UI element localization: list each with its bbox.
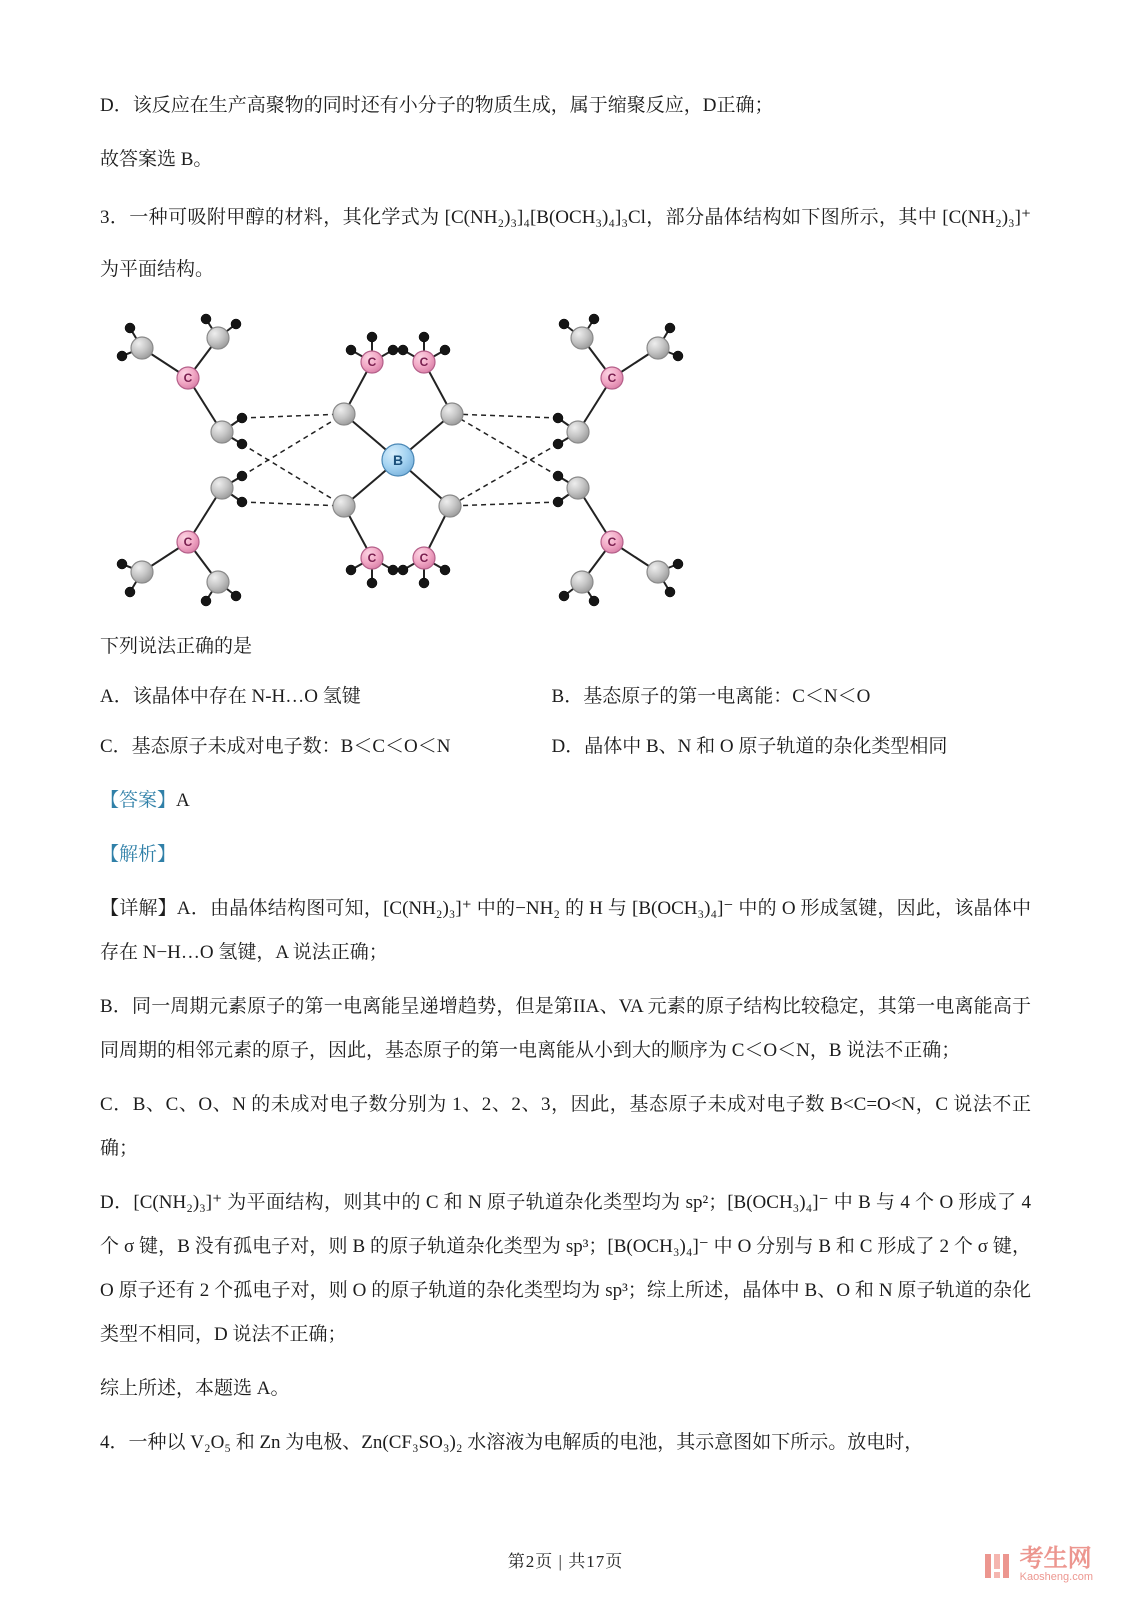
- kaosheng-watermark: [983, 1547, 1093, 1584]
- hydrogen-atom: [117, 351, 127, 361]
- hydrogen-atom: [553, 439, 563, 449]
- question-3-intro: 3．一种可吸附甲醇的材料，其化学式为 [C(NH₂)₃]₄[B(OCH₃)₄]₃Cl，部分晶体结构如下图所示，其中 [C(NH₂)₃]⁺ 为平面结构。: [100, 207, 1031, 280]
- gray-atom: [567, 421, 589, 443]
- hydrogen-atom: [237, 413, 247, 423]
- hydrogen-atom: [589, 314, 599, 324]
- hydrogen-atom: [553, 497, 563, 507]
- hydrogen-atom: [440, 565, 450, 575]
- hydrogen-atom: [398, 345, 408, 355]
- hydrogen-atom: [419, 332, 429, 342]
- gray-atom: [571, 571, 593, 593]
- gray-atom: [647, 337, 669, 359]
- hydrogen-atom: [367, 578, 377, 588]
- hydrogen-atom: [125, 587, 135, 597]
- kaosheng-watermark-en: Kaosheng.com: [1019, 1571, 1093, 1583]
- gray-atom: [211, 421, 233, 443]
- detail-paragraph-d: D．[C(NH₂)₃]⁺ 为平面结构，则其中的 C 和 N 原子轨道杂化类型均为 sp²；[B(OCH₃)₄]⁻ 中 B 与 4 个 O 形成了 4 个 σ 键，B 没有孤电子对，则 B 的原子轨道杂化类型为 sp³；[B(OCH₃)₄]⁻ 中 O 分别与 B 和 C 形成了 2 个 σ 键，O 原子还有 2 个孤电子对，则 O 的原子轨道的杂化类型均为 sp³；综上所述，晶体中 B、O 和 N 原子轨道的杂化类型不相同，D 说法不正确；: [100, 1192, 1031, 1345]
- gray-atom: [207, 327, 229, 349]
- hydrogen-atom: [237, 497, 247, 507]
- hydrogen-atom: [553, 471, 563, 481]
- conclusion-line: 综上所述，本题选 A。: [100, 1378, 290, 1399]
- gray-atom: [131, 561, 153, 583]
- answer-label: 【答案】: [100, 790, 177, 811]
- crystal-structure-diagram: [100, 310, 700, 615]
- options-row-cd: [100, 725, 1031, 769]
- crystal-structure-svg: [100, 310, 700, 610]
- hydrogen-atom: [589, 596, 599, 606]
- hydrogen-atom: [117, 559, 127, 569]
- atom-label: C: [607, 371, 617, 385]
- gray-atom: [647, 561, 669, 583]
- prev-question-answer: 故答案选 B。: [100, 149, 213, 170]
- hydrogen-atom: [237, 439, 247, 449]
- gray-atom: [567, 477, 589, 499]
- hydrogen-atom: [388, 345, 398, 355]
- atom-label: B: [392, 452, 404, 468]
- gray-atom: [441, 403, 463, 425]
- hydrogen-atom: [673, 559, 683, 569]
- hydrogen-atom: [559, 319, 569, 329]
- hydrogen-atom: [201, 314, 211, 324]
- hydrogen-atom: [125, 323, 135, 333]
- gray-atom: [207, 571, 229, 593]
- hydrogen-atom: [398, 565, 408, 575]
- gray-atom: [571, 327, 593, 349]
- options-row-ab: [100, 675, 1031, 719]
- hydrogen-atom: [673, 351, 683, 361]
- hydrogen-atom: [346, 345, 356, 355]
- option-c: C．基态原子未成对电子数：B＜C＜O＜N: [100, 736, 451, 757]
- hydrogen-atom: [553, 413, 563, 423]
- page-footer: 第2页 | 共17页: [507, 1552, 624, 1571]
- gray-atom: [439, 495, 461, 517]
- atom-label: C: [183, 371, 193, 385]
- detail-label: 【详解】: [100, 898, 177, 919]
- hydrogen-atom: [440, 345, 450, 355]
- atom-label: C: [607, 535, 617, 549]
- gray-atom: [211, 477, 233, 499]
- detail-paragraph-a: [100, 887, 1031, 975]
- option-b: B．基态原子的第一电离能：C＜N＜O: [551, 686, 871, 707]
- detail-paragraph-b: B．同一周期元素原子的第一电离能呈递增趋势，但是第IIA、VA 元素的原子结构比较稳定，其第一电离能高于同周期的相邻元素的原子，因此，基态原子的第一电离能从小到大的顺序为 C＜O＜N，B 说法不正确；: [100, 996, 1031, 1061]
- answer-value: A: [176, 790, 190, 811]
- hydrogen-atom: [419, 578, 429, 588]
- hydrogen-atom: [231, 591, 241, 601]
- hydrogen-atom: [231, 319, 241, 329]
- question-3-prompt: 下列说法正确的是: [100, 636, 253, 657]
- hydrogen-atom: [237, 471, 247, 481]
- kaosheng-logo-icon: [983, 1551, 1013, 1581]
- atom-label: C: [419, 355, 429, 369]
- gray-atom: [131, 337, 153, 359]
- kaosheng-watermark-cn: 考生网: [1019, 1545, 1092, 1572]
- hydrogen-atom: [665, 323, 675, 333]
- hydrogen-atom: [559, 591, 569, 601]
- atom-label: C: [367, 355, 377, 369]
- hydrogen-atom: [346, 565, 356, 575]
- kaosheng-watermark-text: [1020, 1547, 1093, 1584]
- hydrogen-atom: [388, 565, 398, 575]
- option-a: A．该晶体中存在 N-H…O 氢键: [100, 686, 361, 707]
- analysis-line: [100, 833, 1031, 877]
- gray-atom: [333, 495, 355, 517]
- option-d: D．晶体中 B、N 和 O 原子轨道的杂化类型相同: [551, 736, 948, 757]
- analysis-label: 【解析】: [100, 844, 177, 865]
- detail-a-text: A．由晶体结构图可知，[C(NH₂)₃]⁺ 中的−NH₂ 的 H 与 [B(OCH₃)₄]⁻ 中的 O 形成氢键，因此，该晶体中存在 N−H…O 氢键，A 说法正确；: [100, 898, 1031, 963]
- prev-question-option-d: D．该反应在生产高聚物的同时还有小分子的物质生成，属于缩聚反应，D正确；: [100, 95, 774, 116]
- hydrogen-atom: [665, 587, 675, 597]
- atom-label: C: [183, 535, 193, 549]
- hydrogen-atom: [367, 332, 377, 342]
- gray-atom: [333, 403, 355, 425]
- answer-line: [100, 779, 1031, 823]
- question-4-intro: 4．一种以 V₂O₅ 和 Zn 为电极、Zn(CF₃SO₃)₂ 水溶液为电解质的电池，其示意图如下所示。放电时，: [100, 1432, 924, 1453]
- atom-label: C: [367, 551, 377, 565]
- atom-label: C: [419, 551, 429, 565]
- detail-paragraph-c: C．B、C、O、N 的未成对电子数分别为 1、2、2、3，因此，基态原子未成对电子数 B<C=O<N，C 说法不正确；: [100, 1094, 1031, 1159]
- hydrogen-atom: [201, 596, 211, 606]
